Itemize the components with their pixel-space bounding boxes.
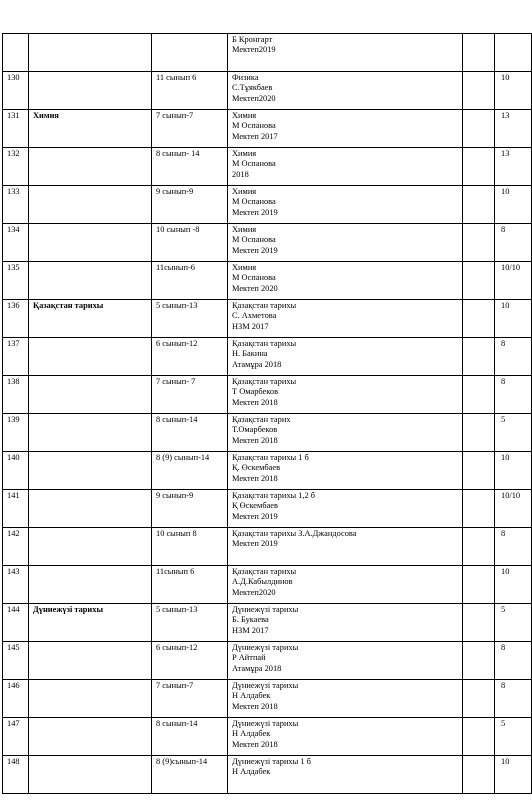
textbook-line: НЗМ 2017 [232,625,269,635]
row-number-cell: 139 [3,414,29,452]
textbook-line: Атамұра 2018 [232,359,282,369]
table-row [3,756,532,794]
textbook-line: Мектеп 2019 [232,539,278,549]
textbook-line: Н. Бакина [232,349,268,359]
subject-cell [29,566,152,604]
grade-cell: 7 сынып-7 [152,110,228,148]
subject-cell [29,376,152,414]
textbook-line: Қазақстан тарихы [232,567,297,576]
count-cell: 10 [495,566,532,604]
empty-cell [463,718,495,756]
textbook-line: НЗМ 2017 [232,321,269,331]
row-number-cell: 144 [3,604,29,642]
subject-cell [29,452,152,490]
textbook-cell [228,186,463,224]
textbook-line: Қазақстан тарихы 1 б [232,453,309,462]
row-number-cell: 132 [3,148,29,186]
textbook-line: Н Алдабек [232,767,271,777]
empty-cell [463,300,495,338]
row-number-cell: 137 [3,338,29,376]
count-cell: 5 [495,604,532,642]
textbook-line: М Оспанова [232,273,276,283]
empty-cell [463,338,495,376]
subject-cell [29,262,152,300]
textbook-line: Қ. Өскембаев [232,463,281,473]
empty-cell [463,110,495,148]
table-row [3,262,532,300]
textbook-line: Б. Букаева [232,615,269,625]
count-cell: 8 [495,224,532,262]
grade-cell: 10 сынып 8 [152,528,228,566]
textbook-line: Т Омарбеков [232,387,279,397]
textbook-line: Қазақстан тарих [232,415,291,424]
grade-cell: 11сынып 6 [152,566,228,604]
table-row [3,376,532,414]
table-row [3,604,532,642]
row-number-cell: 148 [3,756,29,794]
textbook-line: Б Кронгарт [232,35,273,44]
grade-cell: 8 сынып- 14 [152,148,228,186]
textbook-line: Қ Өскембаев [232,501,278,511]
empty-cell [463,566,495,604]
table-row [3,148,532,186]
row-number-cell: 133 [3,186,29,224]
textbook-line: Мектеп2019 [232,45,276,55]
textbook-line: М Оспанова [232,235,276,245]
textbook-line: Қазақстан тарихы [232,339,297,348]
empty-cell [463,186,495,224]
textbook-cell [228,680,463,718]
empty-cell [463,224,495,262]
subject-cell [29,224,152,262]
textbook-line: Химия [232,149,257,158]
row-number-cell: 138 [3,376,29,414]
textbook-line: Мектеп2020 [232,587,276,597]
subject-cell [29,186,152,224]
subject-cell [29,528,152,566]
textbook-cell [228,338,463,376]
table-row [3,680,532,718]
textbook-cell [228,566,463,604]
empty-cell [463,604,495,642]
textbook-line: Т.Омарбеков [232,425,278,435]
subject-cell [29,642,152,680]
table-row [3,566,532,604]
subject-cell [29,756,152,794]
textbook-line: Мектеп 2018 [232,435,278,445]
table-row [3,528,532,566]
textbook-line: Химия [232,187,257,196]
textbook-line: Мектеп 2018 [232,739,278,749]
textbook-line: Мектеп 2019 [232,511,278,521]
table-row [3,110,532,148]
grade-cell: 5 сынып-13 [152,604,228,642]
grade-cell: 9 сынып-9 [152,490,228,528]
grade-cell: 5 сынып-13 [152,300,228,338]
count-cell: 10 [495,300,532,338]
textbook-line: Мектеп2020 [232,93,276,103]
subject-cell [29,338,152,376]
subject-cell [29,72,152,110]
row-number-cell: 140 [3,452,29,490]
grade-cell: 9 сынып-9 [152,186,228,224]
empty-cell [463,72,495,110]
textbook-line: Қазақстан тарихы 1,2 б [232,491,316,500]
textbook-line: С. Ахметова [232,311,277,321]
textbook-line: Химия [232,225,257,234]
empty-cell [463,262,495,300]
count-cell: 5 [495,718,532,756]
textbook-cell [228,642,463,680]
textbook-line: Дүниежүзі тарихы [232,643,299,652]
grade-cell: 8 (9)сынып-14 [152,756,228,794]
subject-cell [29,490,152,528]
row-number-cell: 131 [3,110,29,148]
count-cell: 10 [495,72,532,110]
textbook-line: Мектеп 2018 [232,473,278,483]
textbook-line: Мектеп 2019 [232,207,278,217]
subject-cell [29,148,152,186]
table-row [3,490,532,528]
textbook-line: 2018 [232,169,249,179]
textbook-line: Дүниежүзі тарихы [232,719,299,728]
grade-cell: 8 (9) сынып-14 [152,452,228,490]
row-number-cell: 147 [3,718,29,756]
textbook-line: М Оспанова [232,197,276,207]
textbook-line: Дүниежүзі тарихы [232,681,299,690]
empty-cell [463,490,495,528]
textbook-cell [228,718,463,756]
empty-cell [463,680,495,718]
grade-cell [152,34,228,72]
count-cell: 10 [495,756,532,794]
row-number-cell: 135 [3,262,29,300]
textbook-line: Атамұра 2018 [232,663,282,673]
table-row [3,34,532,72]
textbook-line: Қазақстан тарихы [232,301,297,310]
count-cell: 10/10 [495,262,532,300]
empty-cell [463,414,495,452]
grade-cell: 8 сынып-14 [152,718,228,756]
row-number-cell: 136 [3,300,29,338]
textbook-line: Мектеп 2017 [232,131,278,141]
grade-cell: 8 сынып-14 [152,414,228,452]
subject-cell: Қазақстан тарихы [29,300,152,338]
textbook-line: А.Д.Кабылдинов [232,577,293,587]
textbook-line: Химия [232,111,257,120]
textbook-cell [228,414,463,452]
subject-cell [29,680,152,718]
textbook-cell [228,72,463,110]
textbook-cell [228,376,463,414]
table-row [3,72,532,110]
empty-cell [463,452,495,490]
textbook-cell [228,224,463,262]
empty-cell [463,528,495,566]
table-row [3,338,532,376]
grade-cell: 6 сынып-12 [152,642,228,680]
empty-cell [463,756,495,794]
textbook-line: Физика [232,73,259,82]
subject-cell [29,414,152,452]
textbook-line: Мектеп 2018 [232,397,278,407]
count-cell: 13 [495,148,532,186]
count-cell: 8 [495,376,532,414]
textbook-line: Қазақстан тарихы З.А.Джандосова [232,529,357,538]
table-row [3,642,532,680]
textbook-cell [228,110,463,148]
textbook-table [2,33,532,794]
textbook-line: Мектеп 2019 [232,245,278,255]
count-cell: 10 [495,186,532,224]
subject-cell [29,718,152,756]
textbook-line: Қазақстан тарихы [232,377,297,386]
textbook-line: Н Алдабек [232,691,271,701]
subject-cell: Химия [29,110,152,148]
count-cell: 10 [495,452,532,490]
table-row [3,414,532,452]
textbook-line: С.Тұякбаев [232,83,273,93]
table-row [3,186,532,224]
textbook-line: Н Алдабек [232,729,271,739]
textbook-cell [228,148,463,186]
row-number-cell: 130 [3,72,29,110]
table-row [3,300,532,338]
textbook-line: Дүниежүзі тарихы [232,605,299,614]
table-row [3,224,532,262]
count-cell: 8 [495,528,532,566]
row-number-cell [3,34,29,72]
grade-cell: 11сынып-6 [152,262,228,300]
textbook-cell [228,34,463,72]
textbook-line: М Оспанова [232,159,276,169]
count-cell [495,34,532,72]
table-row [3,718,532,756]
grade-cell: 10 сынып -8 [152,224,228,262]
textbook-cell [228,490,463,528]
grade-cell: 6 сынып-12 [152,338,228,376]
empty-cell [463,148,495,186]
textbook-line: М Оспанова [232,121,276,131]
textbook-line: Мектеп 2020 [232,283,278,293]
row-number-cell: 146 [3,680,29,718]
subject-cell: Дүниежүзі тарихы [29,604,152,642]
subject-cell [29,34,152,72]
row-number-cell: 145 [3,642,29,680]
grade-cell: 7 сынып-7 [152,680,228,718]
empty-cell [463,642,495,680]
count-cell: 8 [495,642,532,680]
empty-cell [463,376,495,414]
count-cell: 8 [495,338,532,376]
textbook-cell [228,300,463,338]
count-cell: 8 [495,680,532,718]
empty-cell [463,34,495,72]
textbook-line: Дүниежүзі тарихы 1 б [232,757,311,766]
textbook-line: Р Айтпай [232,653,266,663]
grade-cell: 11 сынып 6 [152,72,228,110]
textbook-line: Химия [232,263,257,272]
textbook-cell [228,452,463,490]
textbook-cell [228,756,463,794]
count-cell: 13 [495,110,532,148]
textbook-cell [228,262,463,300]
row-number-cell: 141 [3,490,29,528]
textbook-table-body [3,34,532,794]
row-number-cell: 143 [3,566,29,604]
textbook-cell [228,528,463,566]
row-number-cell: 142 [3,528,29,566]
textbook-cell [228,604,463,642]
count-cell: 10/10 [495,490,532,528]
table-row [3,452,532,490]
textbook-line: Мектеп 2018 [232,701,278,711]
row-number-cell: 134 [3,224,29,262]
count-cell: 5 [495,414,532,452]
grade-cell: 7 сынып- 7 [152,376,228,414]
